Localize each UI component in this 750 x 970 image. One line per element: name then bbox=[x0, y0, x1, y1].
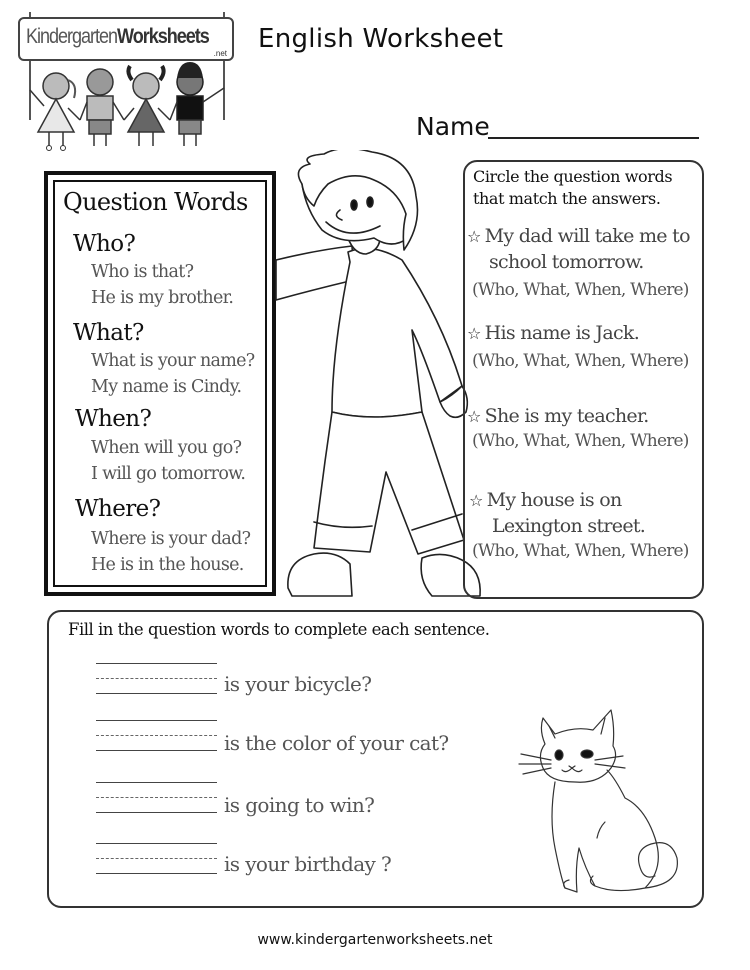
sentence-text: is going to win? bbox=[224, 793, 375, 817]
answer-options[interactable]: (Who, What, When, Where) bbox=[472, 541, 689, 561]
logo-text-bold: Worksheets bbox=[117, 25, 209, 48]
answer-options[interactable]: (Who, What, When, Where) bbox=[472, 431, 689, 451]
star-icon: ☆ bbox=[467, 407, 481, 426]
instructions-line: that match the answers. bbox=[473, 189, 661, 208]
example-question: Who is that? bbox=[91, 262, 194, 282]
boy-illustration-icon bbox=[262, 150, 484, 602]
question-word-when: When? bbox=[75, 406, 152, 432]
star-icon: ☆ bbox=[469, 491, 483, 510]
answer-blank-3[interactable] bbox=[96, 782, 217, 813]
logo-text bbox=[26, 25, 209, 49]
logo-suffix: .net bbox=[213, 49, 227, 58]
answer-options[interactable]: (Who, What, When, Where) bbox=[472, 280, 689, 300]
instructions-line: Circle the question words bbox=[473, 167, 673, 186]
cat-illustration-icon bbox=[515, 698, 685, 898]
example-answer: He is in the house. bbox=[91, 555, 244, 575]
sentence-text: is your birthday ? bbox=[224, 852, 392, 876]
item-text: His name is Jack. bbox=[484, 322, 640, 344]
exercise-item-2 bbox=[467, 320, 639, 347]
example-question: When will you go? bbox=[91, 438, 242, 458]
exercise-item-1 bbox=[467, 223, 690, 250]
item-text: My house is on bbox=[486, 489, 622, 511]
logo-text-light: Kindergarten bbox=[26, 25, 118, 48]
question-word-where: Where? bbox=[75, 496, 161, 522]
star-icon: ☆ bbox=[467, 324, 481, 343]
example-answer: My name is Cindy. bbox=[91, 377, 242, 397]
name-field[interactable] bbox=[488, 137, 699, 139]
star-icon: ☆ bbox=[467, 227, 481, 246]
question-words-title: Question Words bbox=[63, 188, 248, 216]
example-answer: He is my brother. bbox=[91, 288, 234, 308]
logo[interactable] bbox=[18, 17, 234, 61]
answer-blank-1[interactable] bbox=[96, 663, 217, 694]
item-text: She is my teacher. bbox=[484, 405, 649, 427]
example-question: Where is your dad? bbox=[91, 529, 251, 549]
item-text-cont: school tomorrow. bbox=[489, 251, 644, 273]
fill-exercise-instructions: Fill in the question words to complete each sentence. bbox=[68, 620, 490, 639]
name-label: Name bbox=[416, 112, 490, 141]
answer-options[interactable]: (Who, What, When, Where) bbox=[472, 351, 689, 371]
question-word-who: Who? bbox=[73, 231, 136, 257]
exercise-item-4 bbox=[469, 487, 622, 514]
example-answer: I will go tomorrow. bbox=[91, 464, 246, 484]
example-question: What is your name? bbox=[91, 351, 255, 371]
footer-url[interactable]: www.kindergartenworksheets.net bbox=[257, 932, 493, 948]
answer-blank-2[interactable] bbox=[96, 720, 217, 751]
answer-blank-4[interactable] bbox=[96, 843, 217, 874]
page-title: English Worksheet bbox=[258, 24, 504, 54]
sentence-text: is the color of your cat? bbox=[224, 731, 449, 755]
sentence-text: is your bicycle? bbox=[224, 672, 372, 696]
item-text-cont: Lexington street. bbox=[492, 515, 646, 537]
exercise-item-3 bbox=[467, 403, 649, 430]
question-word-what: What? bbox=[73, 320, 144, 346]
circle-exercise-instructions bbox=[473, 166, 672, 210]
item-text: My dad will take me to bbox=[484, 225, 690, 247]
